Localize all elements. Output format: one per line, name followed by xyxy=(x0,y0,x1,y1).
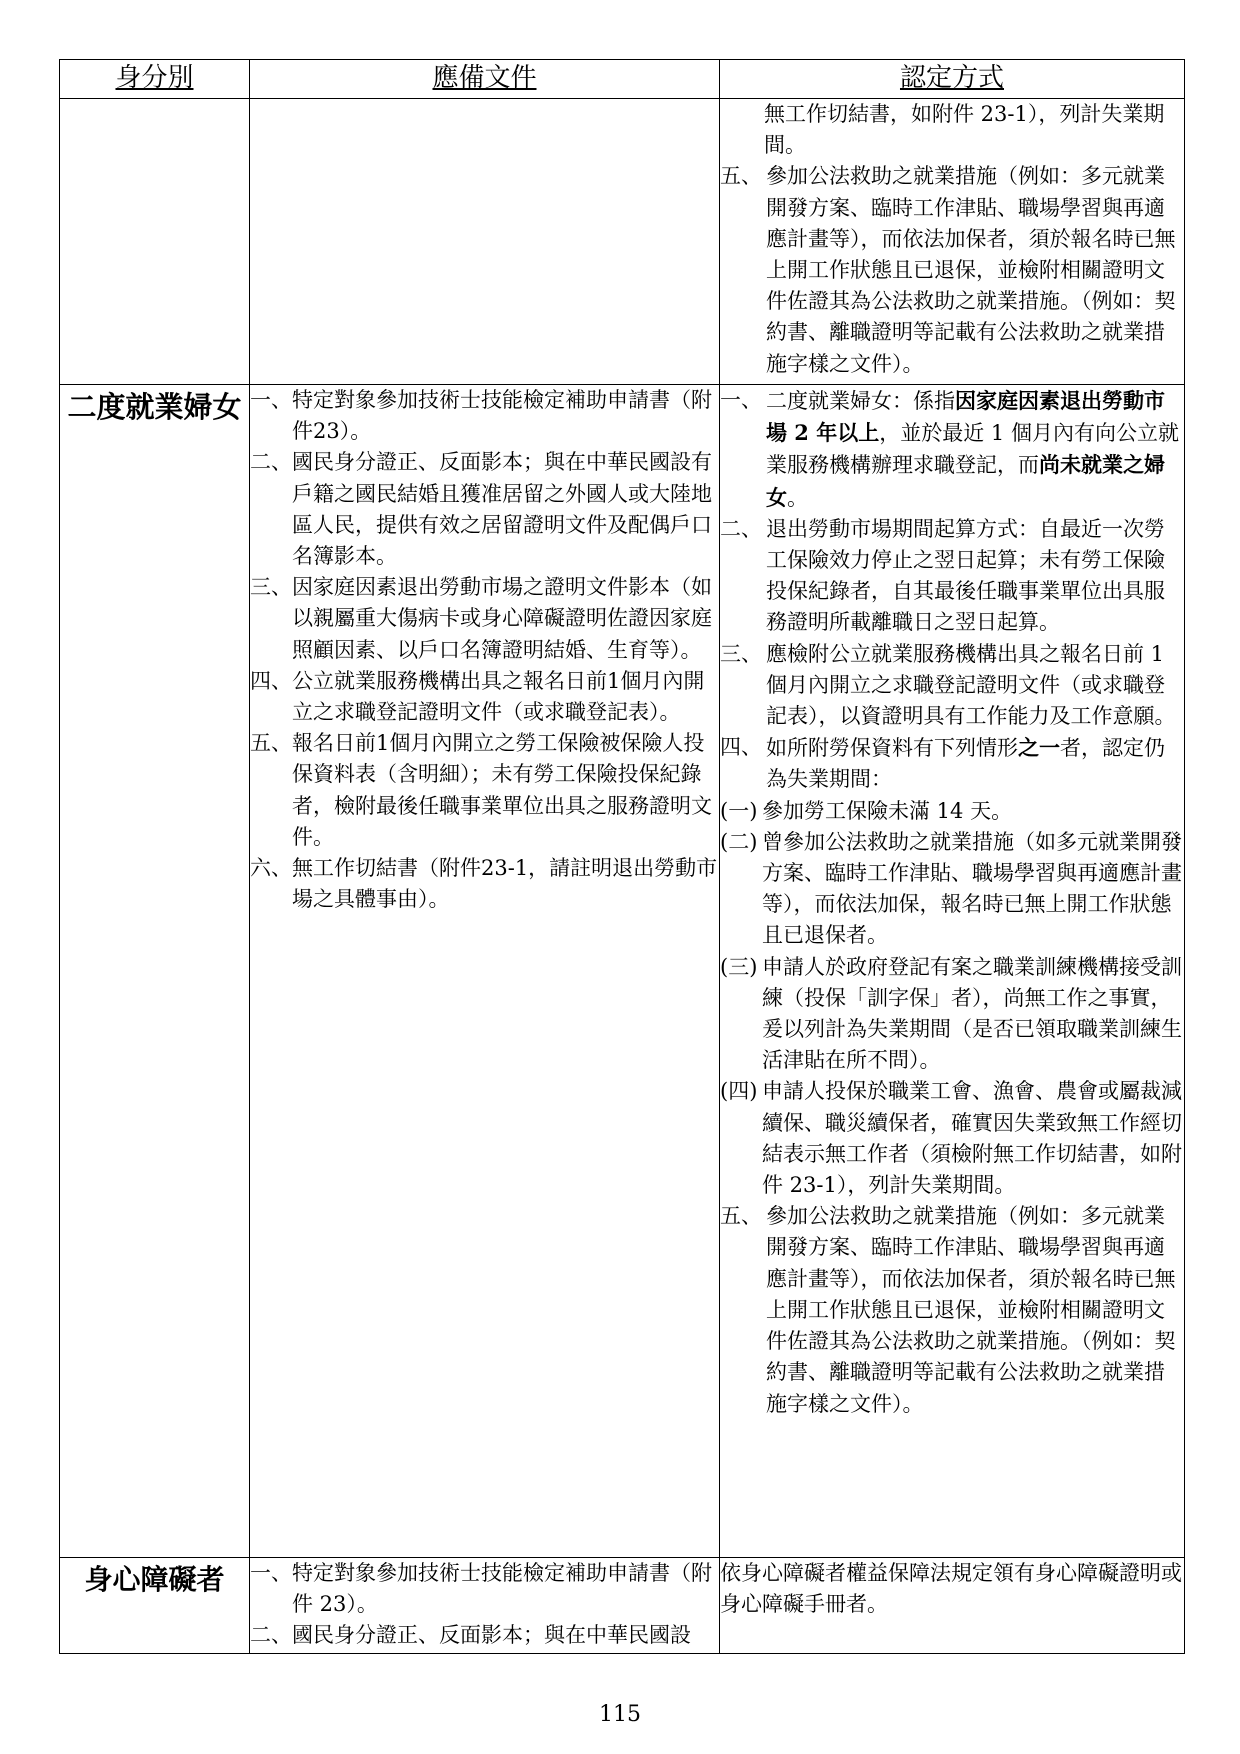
header-criteria: 認定方式 xyxy=(720,60,1185,99)
criteria-text: 依身心障礙者權益保障法規定領有身心障礙證明或身心障礙手冊者。 xyxy=(720,1561,1182,1617)
doc-item xyxy=(250,572,719,666)
criteria-cell xyxy=(720,99,1185,385)
criteria-text-part: 者，認定仍為失業期間： xyxy=(766,736,1165,792)
criteria-subitem xyxy=(720,952,1184,1077)
document-page xyxy=(59,59,1184,1654)
criteria-item xyxy=(720,514,1184,639)
doc-item-marker: 一、 xyxy=(250,388,292,412)
criteria-item-text xyxy=(766,385,1184,514)
criteria-item-marker: 二、 xyxy=(720,516,762,541)
doc-item-text: 無工作切結書（附件23-1，請註明退出勞動市場之具體事由）。 xyxy=(292,856,718,912)
criteria-subitem-text: 曾參加公法救助之就業措施（如多元就業開發方案、臨時工作津貼、職場學習與再適應計畫等），而依法加保，報名時已無上開工作狀態且已退保者。 xyxy=(762,829,1182,948)
doc-item-marker: 二、 xyxy=(250,1623,292,1648)
criteria-item-text: 退出勞動市場期間起算方式：自最近一次勞工保險效力停止之翌日起算；未有勞工保險投保紀錄者，自其最後任職事業單位出具服務證明所載離職日之翌日起算。 xyxy=(766,516,1165,635)
criteria-item-marker: 一、 xyxy=(720,388,762,412)
doc-item xyxy=(250,447,719,572)
criteria-item xyxy=(720,732,1184,795)
criteria-subitem xyxy=(720,1076,1184,1201)
header-identity: 身分別 xyxy=(60,60,250,99)
doc-item xyxy=(250,853,719,915)
doc-item-marker: 六、 xyxy=(250,856,292,881)
criteria-bold-part: 尚未就業之婦女 xyxy=(766,452,1165,510)
criteria-subitem-marker: (三) xyxy=(720,954,758,979)
criteria-item-marker: 五、 xyxy=(720,164,762,189)
criteria-subitem-marker: (一) xyxy=(720,798,758,823)
criteria-text-part: 。 xyxy=(787,485,808,510)
doc-item-text: 因家庭因素退出勞動市場之證明文件影本（如以親屬重大傷病卡或身心障礙證明佐證因家庭照顧因素、以戶口名簿證明結婚、生育等）。 xyxy=(292,575,712,662)
doc-item-text: 國民身分證正、反面影本；與在中華民國設有戶籍之國民結婚且獲准居留之外國人或大陸地區人民，提供有效之居留證明文件及配偶戶口名簿影本。 xyxy=(292,450,712,569)
doc-item-marker: 一、 xyxy=(250,1561,292,1585)
criteria-item xyxy=(720,161,1184,379)
doc-item xyxy=(250,1620,719,1651)
criteria-subitem-marker: (二) xyxy=(720,829,758,854)
role-label: 身心障礙者 xyxy=(60,1558,250,1654)
table-row-reemployed-women xyxy=(60,385,1185,1558)
criteria-bold-part: 之一 xyxy=(1018,735,1060,761)
criteria-subitem-text: 申請人於政府登記有案之職業訓練機構接受訓練（投保「訓字保」者），尚無工作之事實，爰以列計為失業期間（是否已領取職業訓練生活津貼在所不問）。 xyxy=(762,954,1182,1073)
criteria-item xyxy=(720,639,1184,733)
table-header-row xyxy=(60,60,1185,99)
eligibility-table xyxy=(59,59,1185,1654)
doc-item-text: 公立就業服務機構出具之報名日前1個月內開立之求職登記證明文件（或求職登記表）。 xyxy=(292,668,705,725)
table-row-continued xyxy=(60,99,1185,385)
doc-item-marker: 五、 xyxy=(250,731,292,756)
header-required-documents: 應備文件 xyxy=(250,60,720,99)
criteria-item-text: 參加公法救助之就業措施（例如：多元就業開發方案、臨時工作津貼、職場學習與再適應計畫等），而依法加保者，須於報名時已無上開工作狀態且已退保，並檢附相關證明文件佐證其為公法救助之就業措施。（例如：契約書、離職證明等記載有公法救助之就業措施字樣之文件）。 xyxy=(766,1204,1176,1416)
docs-cell-empty xyxy=(250,99,720,385)
criteria-item-text: 參加公法救助之就業措施（例如：多元就業開發方案、臨時工作津貼、職場學習與再適應計畫等），而依法加保者，須於報名時已無上開工作狀態且已退保，並檢附相關證明文件佐證其為公法救助之就業措施。（例如：契約書、離職證明等記載有公法救助之就業措施字樣之文件）。 xyxy=(766,164,1176,376)
doc-item-marker: 四、 xyxy=(250,668,292,693)
doc-item xyxy=(250,385,719,447)
criteria-subitem xyxy=(720,827,1184,952)
docs-cell xyxy=(250,1558,720,1654)
doc-item-text: 國民身分證正、反面影本；與在中華民國設 xyxy=(292,1623,691,1648)
doc-item-marker: 三、 xyxy=(250,575,292,600)
doc-item xyxy=(250,1558,719,1620)
criteria-bold-part: 因家庭因素退出勞動市場 2 年以上 xyxy=(766,388,1165,446)
doc-item-text: 特定對象參加技術士技能檢定補助申請書（附件 23）。 xyxy=(292,1561,712,1617)
criteria-item-text: 應檢附公立就業服務機構出具之報名日前 1 個月內開立之求職登記證明文件（或求職登記表），以資證明具有工作能力及工作意願。 xyxy=(766,641,1176,729)
criteria-cell xyxy=(720,1558,1185,1654)
criteria-item-marker: 四、 xyxy=(720,735,762,760)
page-number: 115 xyxy=(599,1702,641,1727)
criteria-item xyxy=(720,385,1184,514)
criteria-item-marker: 三、 xyxy=(720,641,762,666)
criteria-continued-text: 無工作切結書，如附件 23-1），列計失業期間。 xyxy=(764,102,1165,158)
criteria-text-part: 如所附勞保資料有下列情形 xyxy=(766,736,1018,761)
criteria-item-marker: 五、 xyxy=(720,1204,762,1229)
criteria-text-part: ，並於最近 1 個月內有向公立就業服務機構辦理求職登記，而 xyxy=(766,421,1179,478)
doc-item-marker: 二、 xyxy=(250,450,292,475)
criteria-text-part: 二度就業婦女：係指 xyxy=(766,389,955,413)
doc-item xyxy=(250,728,719,853)
criteria-subitem-marker: (四) xyxy=(720,1079,758,1104)
criteria-item xyxy=(720,1201,1184,1419)
doc-item xyxy=(250,666,719,728)
criteria-cell xyxy=(720,385,1185,1558)
criteria-subitem xyxy=(720,796,1184,827)
role-label: 二度就業婦女 xyxy=(60,385,250,1558)
table-row-disabled xyxy=(60,1558,1185,1654)
docs-cell xyxy=(250,385,720,1558)
criteria-item-text xyxy=(766,732,1184,795)
doc-item-text: 報名日前1個月內開立之勞工保險被保險人投保資料表（含明細）；未有勞工保險投保紀錄者，檢附最後任職事業單位出具之服務證明文件。 xyxy=(292,731,712,849)
doc-item-text: 特定對象參加技術士技能檢定補助申請書（附件23）。 xyxy=(292,388,712,444)
criteria-subitem-text: 參加勞工保險未滿 14 天。 xyxy=(762,798,1013,823)
role-cell-empty xyxy=(60,99,250,385)
criteria-subitem-text: 申請人投保於職業工會、漁會、農會或屬裁減續保、職災續保者，確實因失業致無工作經切結表示無工作者（須檢附無工作切結書，如附件 23-1），列計失業期間。 xyxy=(762,1079,1182,1198)
